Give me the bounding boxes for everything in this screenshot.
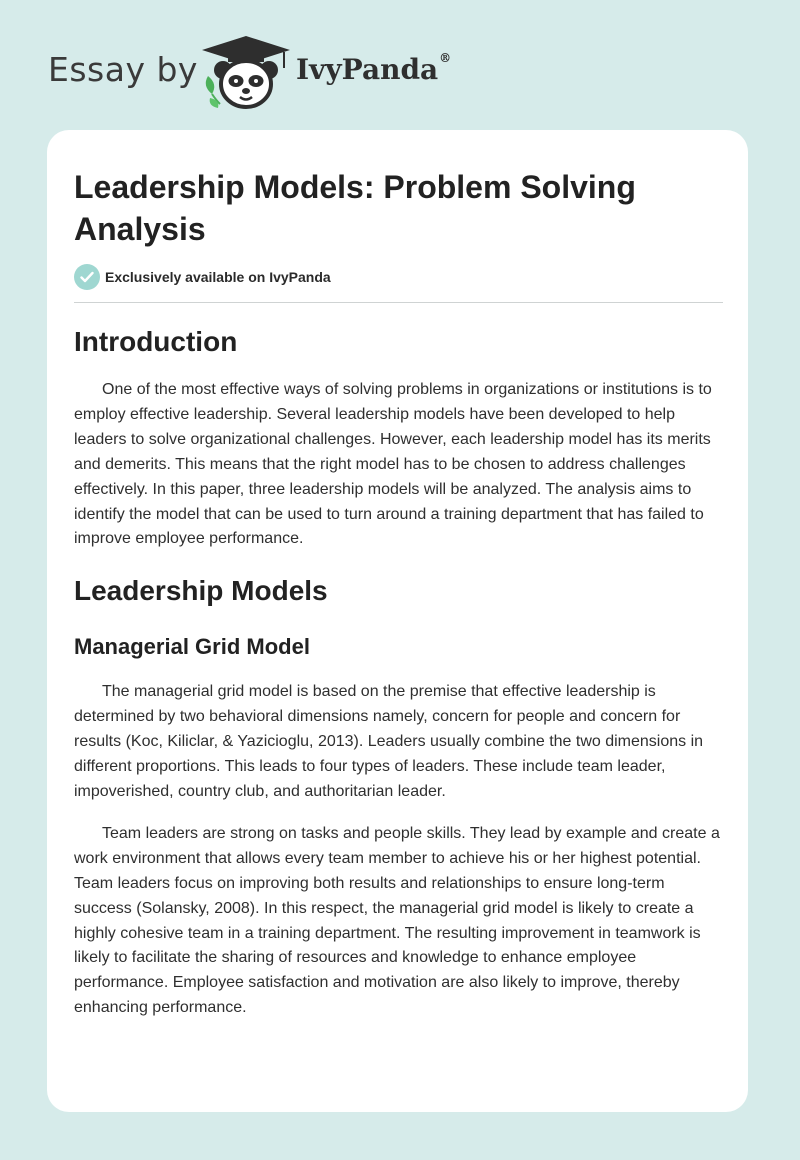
panda-logo-icon[interactable]	[198, 34, 294, 112]
site-header	[0, 0, 800, 130]
registered-mark: ®	[439, 51, 452, 65]
paragraph-managerial-grid-2: Team leaders are strong on tasks and people skills. They lead by example and create a work environment that allows every team member to achieve his or her highest potential. Team leaders focus on improving both results and relationships to ensure long-term success (Solansky, 2008). In this respect, the managerial grid model is likely to create a highly cohesive team in a training department. The resulting improvement in teamwork is likely to facilitate the sharing of resources and knowledge to enhance employee performance. Employee satisfaction and motivation are also likely to improve, thereby enhancing performance.	[74, 824, 720, 1017]
title-divider	[74, 302, 723, 303]
article-title: Leadership Models: Problem Solving Analysis	[74, 169, 636, 247]
brand-name-text: IvyPanda	[296, 53, 439, 86]
exclusive-text: Exclusively available on IvyPanda	[105, 269, 331, 285]
exclusive-badge	[74, 264, 723, 290]
heading-managerial-grid: Managerial Grid Model	[74, 634, 310, 660]
article-card	[47, 130, 748, 1112]
heading-leadership-models: Leadership Models	[74, 575, 328, 607]
brand-name[interactable]	[296, 53, 451, 86]
essay-by-label: Essay by	[48, 50, 198, 89]
paragraph-managerial-grid-1: The managerial grid model is based on the premise that effective leadership is determined by two behavioral dimensions namely, concern for people and concern for results (Koc, Kiliclar, & Yazicioglu, 2013). Leaders usually combine the two dimensions in different proportions. This leads to four types of leaders. These include team leader, impoverished, country club, and authoritarian leader.	[74, 683, 704, 800]
paragraph-introduction: One of the most effective ways of solving problems in organizations or institutions is to employ effective leadership. Several leadership models have been developed to help leaders to solve organizational challenges. However, each leadership model has its merits and demerits. This means that the right model has to be chosen to address challenges effectively. In this paper, three leadership models will be analyzed. The analysis aims to identify the model that can be used to turn around a training department that has failed to improve employee performance.	[74, 381, 712, 548]
heading-introduction: Introduction	[74, 326, 238, 357]
check-icon	[74, 264, 100, 290]
article-content	[74, 130, 723, 1021]
